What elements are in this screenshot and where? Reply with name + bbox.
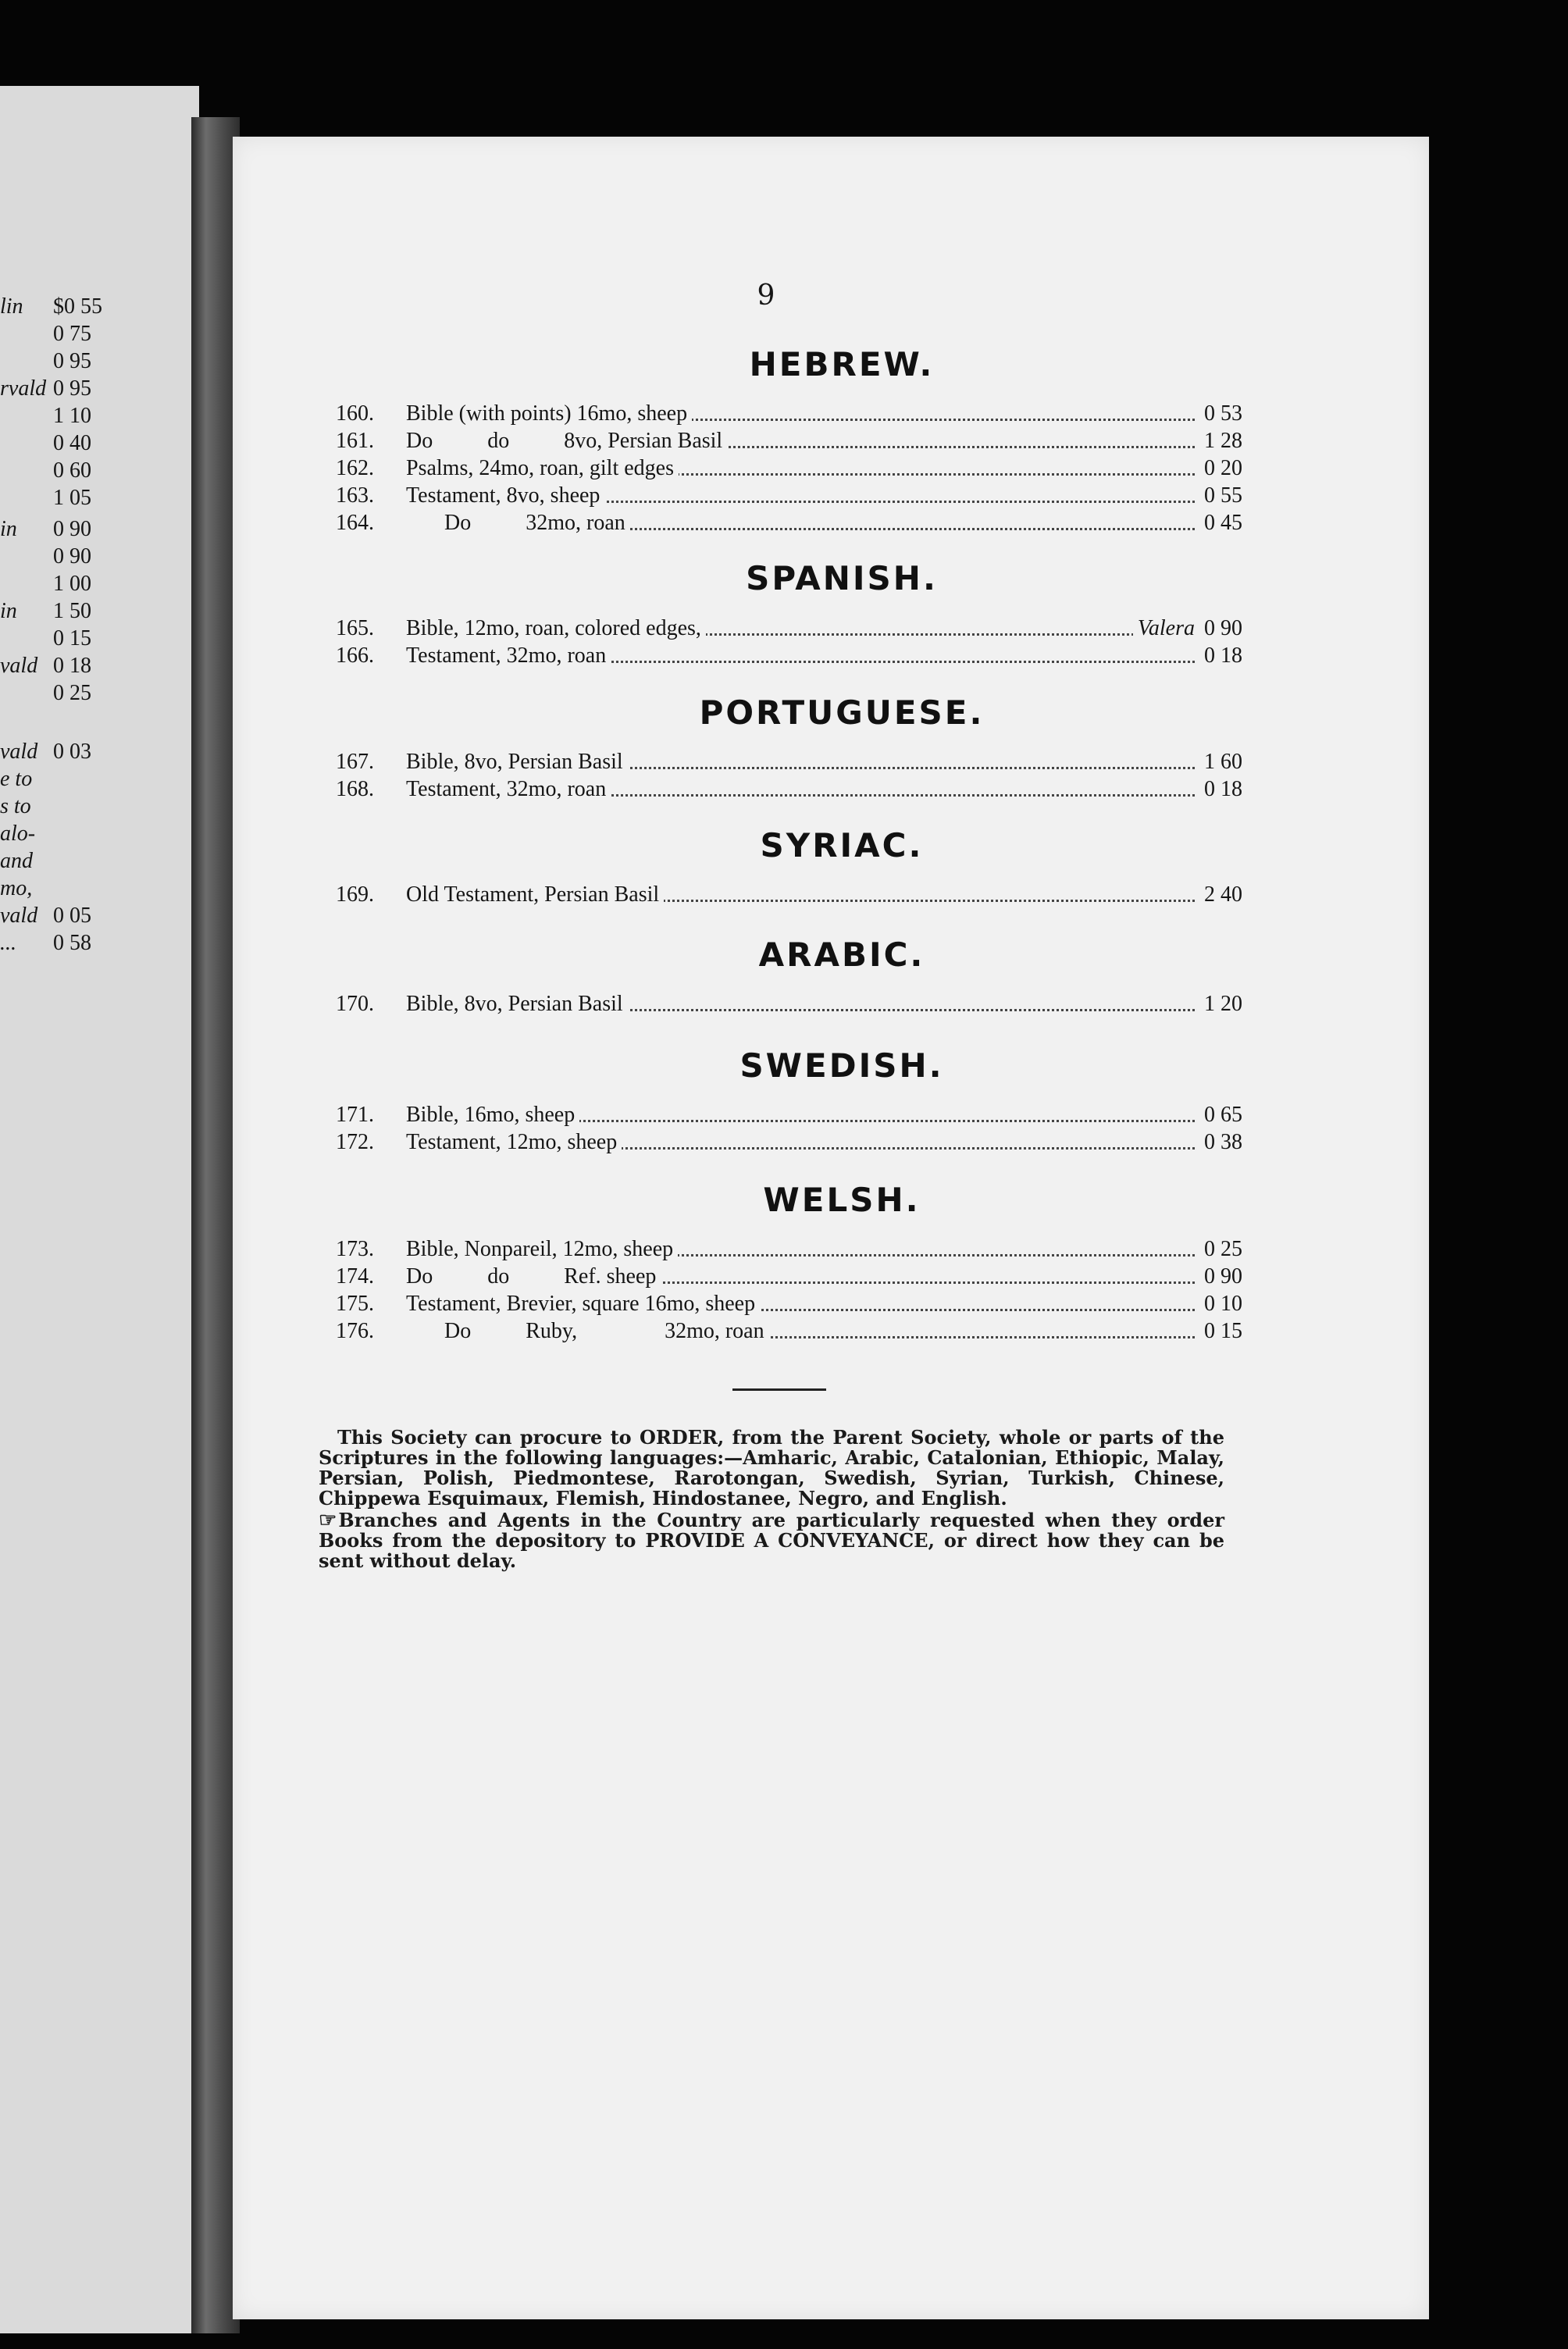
left-page-line xyxy=(0,348,199,375)
entry-number: 165. xyxy=(336,616,374,640)
entry-price: 0 10 xyxy=(1204,1292,1242,1316)
left-page-fragment: e to xyxy=(0,767,33,791)
section-divider xyxy=(732,1388,826,1391)
entry-title: Testament, 12mo, sheep xyxy=(406,1130,622,1154)
left-page-line xyxy=(0,902,199,929)
left-page-price: 0 15 xyxy=(53,626,91,651)
entry-title: Do do Ref. sheep xyxy=(406,1264,661,1289)
entry-title: Bible, 8vo, Persian Basil xyxy=(406,992,628,1016)
entry-description xyxy=(406,482,1195,510)
entry-title: Do Ruby, 32mo, roan xyxy=(406,1319,769,1343)
left-page-price: 0 03 xyxy=(53,740,91,764)
entry-title: Do do 8vo, Persian Basil xyxy=(406,429,727,453)
entry-price: 0 18 xyxy=(1204,777,1242,801)
left-page-fragment: vald xyxy=(0,654,38,678)
entry-price: 1 20 xyxy=(1204,992,1242,1016)
entry-title: Psalms, 24mo, roan, gilt edges xyxy=(406,456,679,480)
price-list-entry xyxy=(336,427,1312,455)
entry-price: 0 90 xyxy=(1204,616,1242,640)
entry-price: 1 28 xyxy=(1204,429,1242,453)
entry-description xyxy=(406,990,1195,1018)
left-page-fragment: mo, xyxy=(0,876,33,900)
branches-note xyxy=(319,1510,1224,1571)
entry-number: 163. xyxy=(336,483,374,508)
left-page-line xyxy=(0,402,199,430)
page-content xyxy=(233,137,1429,2319)
entry-description xyxy=(406,1263,1195,1291)
left-page-price: 0 95 xyxy=(53,376,91,401)
left-page-fragment: vald xyxy=(0,904,38,928)
left-page-line xyxy=(0,293,199,320)
left-page-line xyxy=(0,597,199,625)
entry-price: 0 15 xyxy=(1204,1319,1242,1343)
entry-description xyxy=(406,1101,1195,1129)
entry-price: 0 55 xyxy=(1204,483,1242,508)
left-page-line xyxy=(0,820,199,847)
entry-number: 176. xyxy=(336,1319,374,1343)
left-page-line xyxy=(0,847,199,875)
left-page-price: $0 55 xyxy=(53,294,102,319)
left-page-line xyxy=(0,515,199,543)
left-page-line xyxy=(0,652,199,679)
entry-title: Bible, 8vo, Persian Basil xyxy=(406,750,628,774)
price-list-entry xyxy=(336,748,1312,776)
right-page xyxy=(233,137,1429,2319)
price-list-entry xyxy=(336,1290,1312,1318)
left-page-line xyxy=(0,738,199,765)
price-list-entry xyxy=(336,482,1312,510)
entry-description xyxy=(406,881,1195,909)
left-page-price: 0 05 xyxy=(53,904,91,928)
price-list-entry xyxy=(336,1317,1312,1346)
entry-number: 167. xyxy=(336,750,374,774)
left-page-fragment: in xyxy=(0,599,17,623)
entry-price: 0 65 xyxy=(1204,1103,1242,1127)
left-page-line xyxy=(0,793,199,820)
entry-description xyxy=(406,1317,1195,1346)
price-list-entry xyxy=(336,1235,1312,1264)
entry-title: Do 32mo, roan xyxy=(406,511,630,535)
pointing-hand-icon: ☞ xyxy=(319,1509,337,1532)
price-list-entry xyxy=(336,881,1312,909)
left-page-line xyxy=(0,375,199,402)
left-page-price: 0 58 xyxy=(53,931,91,955)
entry-description xyxy=(406,615,1195,643)
entry-price: 2 40 xyxy=(1204,882,1242,907)
section-heading: ARABIC. xyxy=(758,936,925,974)
price-list-entry xyxy=(336,615,1312,643)
price-list-entry xyxy=(336,1128,1312,1157)
entry-number: 174. xyxy=(336,1264,374,1289)
left-facing-page xyxy=(0,86,199,2333)
price-list-entry xyxy=(336,400,1312,428)
entry-title: Bible, 12mo, roan, colored edges, xyxy=(406,616,706,640)
entry-title: Testament, 32mo, roan xyxy=(406,777,611,801)
entry-number: 172. xyxy=(336,1130,374,1154)
entry-title: Bible, 16mo, sheep xyxy=(406,1103,579,1127)
entry-title: Bible, Nonpareil, 12mo, sheep xyxy=(406,1237,678,1261)
entry-price: 0 38 xyxy=(1204,1130,1242,1154)
left-page-line xyxy=(0,430,199,457)
entry-description xyxy=(406,454,1195,483)
price-list-entry xyxy=(336,1101,1312,1129)
left-page-fragment: alo- xyxy=(0,822,36,846)
left-page-price: 0 25 xyxy=(53,681,91,705)
left-page-fragment: s to xyxy=(0,794,31,818)
entry-number: 175. xyxy=(336,1292,374,1316)
entry-description xyxy=(406,1235,1195,1264)
entry-number: 162. xyxy=(336,456,374,480)
left-page-price: 1 00 xyxy=(53,572,91,596)
section-heading: WELSH. xyxy=(763,1181,921,1219)
entry-price: 0 53 xyxy=(1204,401,1242,426)
section-heading: HEBREW. xyxy=(749,345,935,383)
entry-title: Testament, 32mo, roan xyxy=(406,643,611,668)
left-page-fragment: rvald xyxy=(0,376,47,401)
entry-price: 1 60 xyxy=(1204,750,1242,774)
entry-description xyxy=(406,427,1195,455)
section-heading: SYRIAC. xyxy=(760,826,924,864)
entry-number: 169. xyxy=(336,882,374,907)
page-number: 9 xyxy=(757,280,775,312)
entry-description xyxy=(406,775,1195,804)
entry-description xyxy=(406,1290,1195,1318)
entry-number: 160. xyxy=(336,401,374,426)
branches-note-text: Branches and Agents in the Country are particularly requested when they order Books from the depository to PROVIDE A CONVEYANCE, or direct how they can be sent without delay. xyxy=(319,1509,1224,1572)
left-page-fragment: in xyxy=(0,517,17,541)
section-heading: SPANISH. xyxy=(746,559,938,597)
left-page-price: 0 95 xyxy=(53,349,91,373)
left-page-price: 0 18 xyxy=(53,654,91,678)
left-page-fragment: vald xyxy=(0,740,38,764)
section-heading: SWEDISH. xyxy=(739,1046,944,1085)
left-page-line xyxy=(0,484,199,512)
section-heading: PORTUGUESE. xyxy=(699,693,985,732)
price-list-entry xyxy=(336,775,1312,804)
left-page-fragment: ... xyxy=(0,931,16,955)
entry-title: Old Testament, Persian Basil xyxy=(406,882,664,907)
entry-number: 166. xyxy=(336,643,374,668)
left-page-price: 0 60 xyxy=(53,458,91,483)
price-list-entry xyxy=(336,1263,1312,1291)
entry-number: 170. xyxy=(336,992,374,1016)
price-list-entry xyxy=(336,454,1312,483)
procure-note: This Society can procure to ORDER, from the Parent Society, whole or parts of the Scriptures in the following languages:—Amharic, Arabic, Catalonian, Ethiopic, Malay, Persian, Polish, Piedmontese, Rarotongan, Swedish, Syrian, Turkish, Chinese, Chippewa Esquimaux, Flemish, Hindostanee, Negro, and English. xyxy=(319,1426,1224,1510)
entry-title: Testament, Brevier, square 16mo, sheep xyxy=(406,1292,760,1316)
left-page-line xyxy=(0,875,199,902)
left-page-price: 1 05 xyxy=(53,486,91,510)
entry-price: 0 18 xyxy=(1204,643,1242,668)
entry-number: 164. xyxy=(336,511,374,535)
left-page-line xyxy=(0,765,199,793)
entry-description xyxy=(406,1128,1195,1157)
entry-description xyxy=(406,400,1195,428)
left-page-price: 0 75 xyxy=(53,322,91,346)
entry-price: 0 90 xyxy=(1204,1264,1242,1289)
entry-number: 171. xyxy=(336,1103,374,1127)
entry-price: 0 25 xyxy=(1204,1237,1242,1261)
left-page-line xyxy=(0,625,199,652)
left-page-fragment: lin xyxy=(0,294,23,319)
entry-number: 161. xyxy=(336,429,374,453)
entry-title: Testament, 8vo, sheep xyxy=(406,483,604,508)
left-page-price: 0 90 xyxy=(53,544,91,569)
left-page-price: 0 90 xyxy=(53,517,91,541)
entry-price: 0 45 xyxy=(1204,511,1242,535)
left-page-fragment: and xyxy=(0,849,33,873)
left-page-line xyxy=(0,679,199,707)
left-page-line xyxy=(0,929,199,957)
entry-number: 168. xyxy=(336,777,374,801)
price-list-entry xyxy=(336,509,1312,537)
entry-description xyxy=(406,748,1195,776)
entry-title: Bible (with points) 16mo, sheep xyxy=(406,401,692,426)
left-page-line xyxy=(0,320,199,348)
left-page-price: 1 50 xyxy=(53,599,91,623)
left-page-price: 0 40 xyxy=(53,431,91,455)
left-page-line xyxy=(0,457,199,484)
entry-description xyxy=(406,509,1195,537)
left-page-price: 1 10 xyxy=(53,404,91,428)
price-list-entry xyxy=(336,990,1312,1018)
price-list-entry xyxy=(336,642,1312,670)
entry-description xyxy=(406,642,1195,670)
entry-translator: Valera xyxy=(1133,615,1195,643)
entry-number: 173. xyxy=(336,1237,374,1261)
left-page-line xyxy=(0,570,199,597)
entry-price: 0 20 xyxy=(1204,456,1242,480)
left-page-line xyxy=(0,707,199,734)
left-page-line xyxy=(0,543,199,570)
